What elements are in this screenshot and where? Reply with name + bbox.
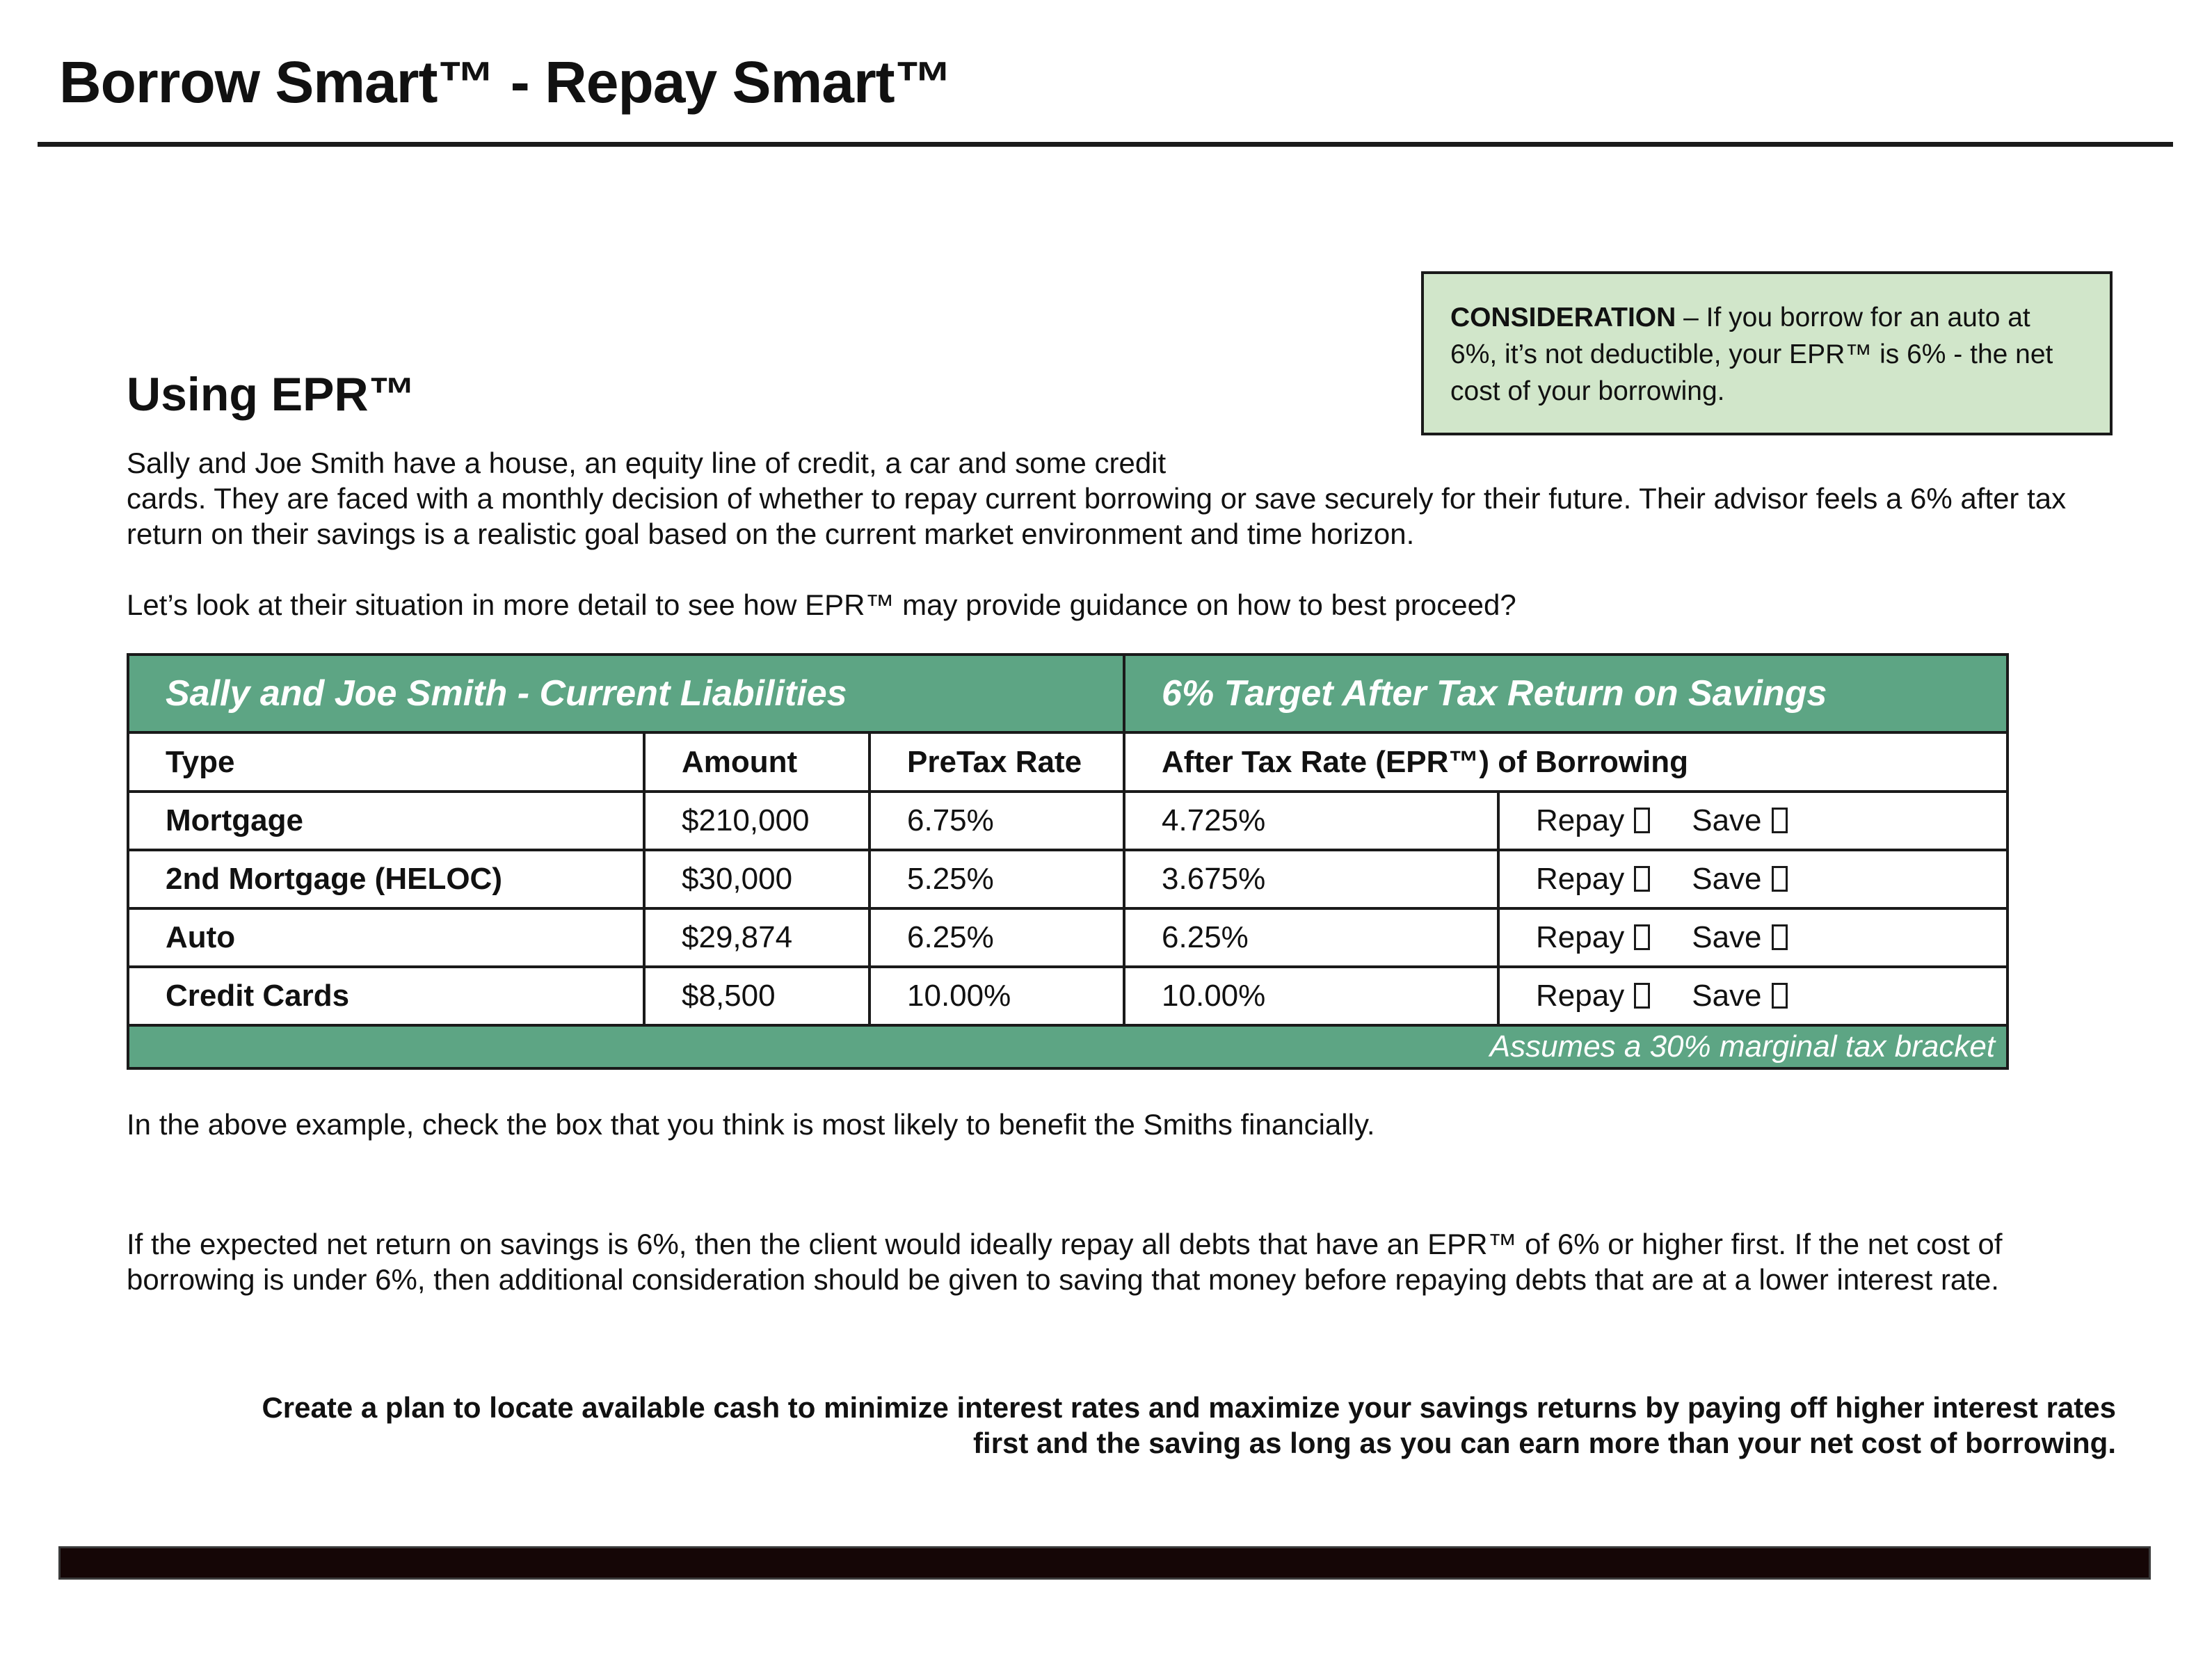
save-checkbox[interactable] — [1772, 866, 1788, 892]
table-row — [128, 908, 2007, 967]
save-option[interactable] — [1692, 979, 1787, 1013]
repay-checkbox[interactable] — [1634, 924, 1650, 950]
cell-pretax: 6.25% — [869, 908, 1124, 967]
repay-label: Repay — [1536, 862, 1625, 896]
table-row — [128, 850, 2007, 908]
cell-choice — [1498, 908, 2007, 967]
cell-type: 2nd Mortgage (HELOC) — [128, 850, 644, 908]
title-divider — [38, 142, 2173, 147]
cell-choice — [1498, 792, 2007, 850]
column-header-row — [128, 732, 2007, 792]
repay-checkbox[interactable] — [1634, 983, 1650, 1009]
cell-pretax: 10.00% — [869, 967, 1124, 1025]
repay-checkbox[interactable] — [1634, 866, 1650, 892]
repay-label: Repay — [1536, 979, 1625, 1013]
col-header-pretax: PreTax Rate — [869, 732, 1124, 792]
save-checkbox[interactable] — [1772, 983, 1788, 1009]
table-row — [128, 792, 2007, 850]
col-header-amount: Amount — [644, 732, 869, 792]
save-option[interactable] — [1692, 803, 1787, 838]
repay-label: Repay — [1536, 803, 1625, 837]
save-checkbox[interactable] — [1772, 808, 1788, 833]
intro-line-rest: cards. They are faced with a monthly decision of whether to repay current borrowing or save securely for their future. Their advisor feels a 6% after tax return on their savings is a realistic goal based on the current market environment and time horizon. — [127, 482, 2067, 550]
cell-choice — [1498, 967, 2007, 1025]
consideration-text: – If you borrow for an auto at 6%, it’s not deductible, your EPR™ is 6% - the net cost of your borrowing. — [1450, 303, 2053, 406]
section-heading: Using EPR™ — [127, 368, 416, 421]
cell-type: Mortgage — [128, 792, 644, 850]
save-label: Save — [1692, 979, 1762, 1013]
cell-type: Credit Cards — [128, 967, 644, 1025]
intro-line-1: Sally and Joe Smith have a house, an equity line of credit, a car and some credit — [127, 447, 1167, 479]
cell-amount: $210,000 — [644, 792, 869, 850]
after-table-paragraph: In the above example, check the box that you think is most likely to benefit the Smiths financially. — [127, 1108, 1375, 1141]
cell-aftertax: 10.00% — [1124, 967, 1498, 1025]
save-option[interactable] — [1692, 920, 1787, 955]
table-row — [128, 967, 2007, 1025]
consideration-label: CONSIDERATION — [1450, 303, 1676, 332]
left-table-header: Sally and Joe Smith - Current Liabilities — [128, 655, 1124, 732]
repay-option[interactable] — [1536, 979, 1650, 1013]
cell-amount: $30,000 — [644, 850, 869, 908]
save-label: Save — [1692, 862, 1762, 896]
repay-option[interactable] — [1536, 920, 1650, 955]
table-title-row — [128, 655, 2007, 732]
col-header-type: Type — [128, 732, 644, 792]
save-label: Save — [1692, 803, 1762, 837]
cell-aftertax: 6.25% — [1124, 908, 1498, 967]
save-option[interactable] — [1692, 862, 1787, 897]
cell-choice — [1498, 850, 2007, 908]
consideration-callout — [1421, 271, 2113, 435]
cell-pretax: 6.75% — [869, 792, 1124, 850]
cell-amount: $29,874 — [644, 908, 869, 967]
repay-option[interactable] — [1536, 862, 1650, 897]
closing-statement: Create a plan to locate available cash to minimize interest rates and maximize your savings returns by paying off higher interest rates first and the saving as long as you can earn more than your net cost of borrowing. — [262, 1391, 2116, 1459]
cell-aftertax: 3.675% — [1124, 850, 1498, 908]
intro-paragraph — [127, 445, 2130, 552]
explanation-paragraph: If the expected net return on savings is 6%, then the client would ideally repay all debts that have an EPR™ of 6% or higher first. If the net cost of borrowing is under 6%, then additional consideration should be given to saving that money before repaying debts that are at a lower interest rate. — [127, 1228, 2003, 1296]
repay-option[interactable] — [1536, 803, 1650, 838]
table-footnote-row — [128, 1025, 2007, 1068]
save-label: Save — [1692, 920, 1762, 954]
cell-pretax: 5.25% — [869, 850, 1124, 908]
footer-bar — [58, 1546, 2151, 1580]
repay-checkbox[interactable] — [1634, 808, 1650, 833]
page-title: Borrow Smart™ - Repay Smart™ — [59, 49, 952, 115]
cell-amount: $8,500 — [644, 967, 869, 1025]
col-header-aftertax: After Tax Rate (EPR™) of Borrowing — [1124, 732, 2007, 792]
repay-label: Repay — [1536, 920, 1625, 954]
right-table-header: 6% Target After Tax Return on Savings — [1124, 655, 2007, 732]
cell-aftertax: 4.725% — [1124, 792, 1498, 850]
liabilities-table — [127, 653, 2009, 1070]
cell-type: Auto — [128, 908, 644, 967]
lets-look-paragraph: Let’s look at their situation in more detail to see how EPR™ may provide guidance on how to best proceed? — [127, 588, 1516, 621]
save-checkbox[interactable] — [1772, 924, 1788, 950]
table-footnote: Assumes a 30% marginal tax bracket — [128, 1025, 2007, 1068]
